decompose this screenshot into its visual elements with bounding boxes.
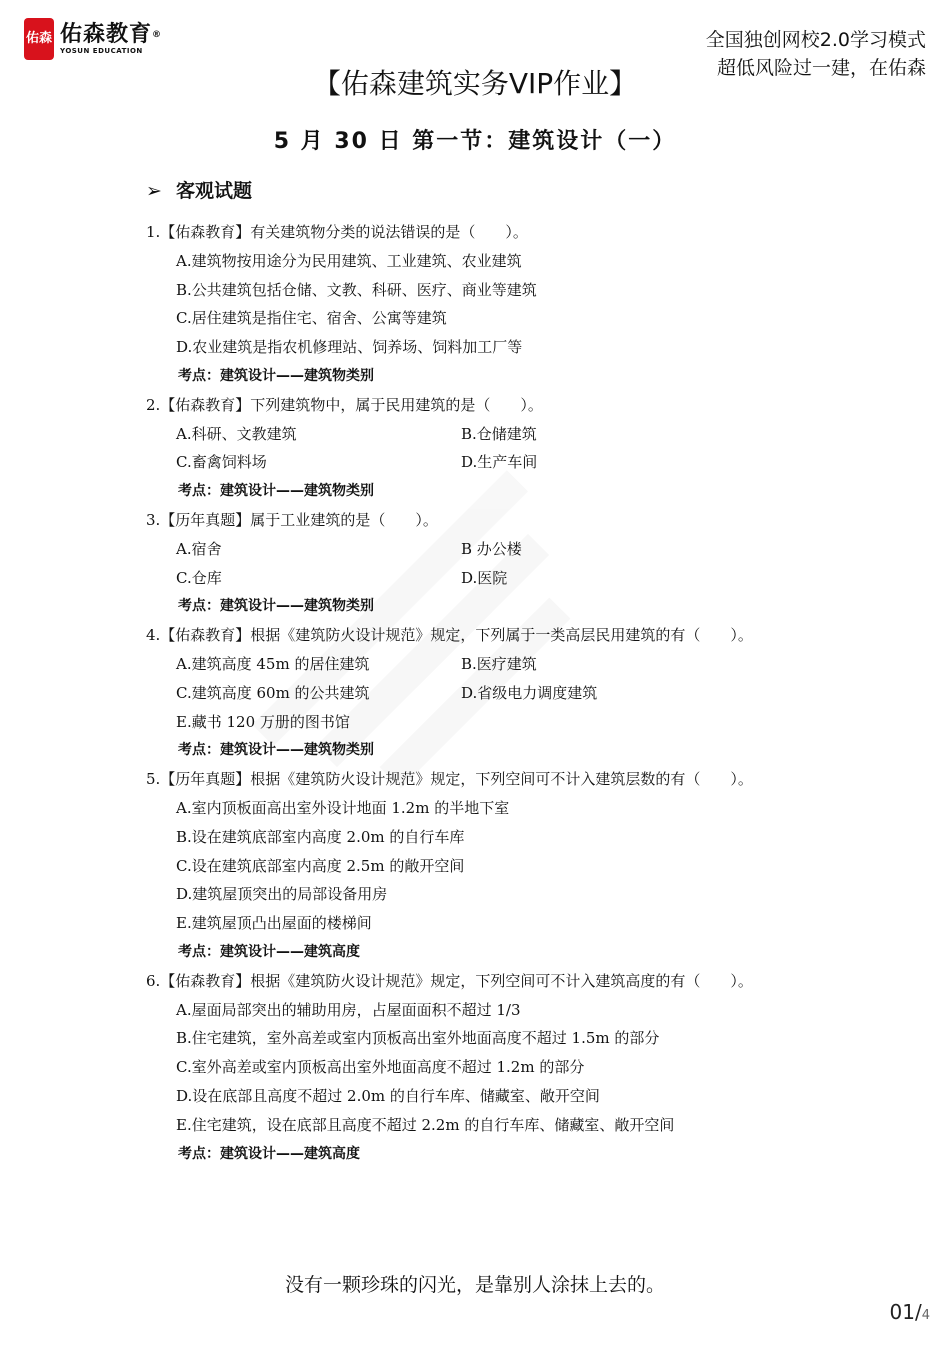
question-stem: 1.【佑森教育】有关建筑物分类的说法错误的是（ ）。	[146, 223, 528, 241]
key-point-note: 考点：建筑设计——建筑物类别	[178, 367, 374, 384]
brand-name: 佑森教育	[60, 22, 153, 47]
answer-option: D.设在底部且高度不超过 2.0m 的自行车库、储藏室、敞开空间	[176, 1086, 600, 1105]
answer-option: E.建筑屋顶凸出屋面的楼梯间	[176, 914, 372, 933]
logo-mark	[24, 18, 54, 60]
answer-option: C.居住建筑是指住宅、宿舍、公寓等建筑	[176, 309, 447, 328]
answer-option: D.医院	[461, 568, 508, 587]
page-number	[890, 1300, 930, 1324]
section-title: 5 月 30 日 第一节：建筑设计（一）	[273, 129, 677, 154]
answer-option: D.省级电力调度建筑	[461, 683, 598, 702]
question-list	[146, 218, 846, 1168]
key-point-note: 考点：建筑设计——建筑物类别	[178, 483, 374, 500]
option-list	[146, 535, 846, 593]
answer-option: C.畜禽饲料场	[176, 453, 267, 472]
subsection-label: 客观试题	[176, 180, 253, 202]
answer-option: A.建筑高度 45m 的居住建筑	[176, 654, 370, 673]
answer-option: C.室外高差或室内顶板高出室外地面高度不超过 1.2m 的部分	[176, 1058, 585, 1077]
answer-option: B.住宅建筑，室外高差或室内顶板高出室外地面高度不超过 1.5m 的部分	[176, 1029, 660, 1048]
answer-option: C.建筑高度 60m 的公共建筑	[176, 683, 370, 702]
question-stem: 3.【历年真题】属于工业建筑的是（ ）。	[146, 510, 438, 529]
key-point-note: 考点：建筑设计——建筑高度	[178, 943, 360, 960]
answer-option: D.建筑屋顶突出的局部设备用房	[176, 885, 388, 904]
question-stem: 2.【佑森教育】下列建筑物中，属于民用建筑的是（ ）。	[146, 395, 543, 414]
option-list	[146, 996, 846, 1140]
answer-option: C.设在建筑底部室内高度 2.5m 的敞开空间	[176, 856, 465, 875]
answer-option: E.住宅建筑，设在底部且高度不超过 2.2m 的自行车库、储藏室、敞开空间	[176, 1115, 675, 1134]
answer-option: A.科研、文教建筑	[176, 424, 297, 443]
answer-option: A.建筑物按用途分为民用建筑、工业建筑、农业建筑	[176, 251, 522, 270]
answer-option: A.屋面局部突出的辅助用房，占屋面面积不超过 1/3	[176, 1000, 521, 1019]
answer-option: B.公共建筑包括仓储、文教、科研、医疗、商业等建筑	[176, 280, 537, 299]
logo-mark-text: 佑森	[25, 31, 52, 46]
key-point-note: 考点：建筑设计——建筑物类别	[178, 742, 374, 759]
footer-quote: 没有一颗珍珠的闪光，是靠别人涂抹上去的。	[284, 1274, 665, 1296]
answer-option: B.医疗建筑	[461, 654, 537, 673]
question-2	[146, 391, 846, 506]
option-list	[146, 650, 846, 736]
subsection-heading	[146, 176, 252, 203]
question-3	[146, 506, 846, 621]
answer-option: C.仓库	[176, 568, 222, 587]
brand-logo	[24, 18, 162, 60]
slogan-line-1: 全国独创网校2.0学习模式	[705, 29, 926, 51]
question-4	[146, 621, 846, 765]
answer-option: B 办公楼	[461, 539, 522, 558]
document-title: 【佑森建筑实务VIP作业】	[312, 67, 638, 100]
brand-english: YOSUN EDUCATION	[60, 47, 143, 55]
answer-option: D.生产车间	[461, 453, 538, 472]
option-list	[146, 794, 846, 938]
key-point-note: 考点：建筑设计——建筑高度	[178, 1145, 360, 1162]
option-list	[146, 247, 846, 362]
answer-option: E.藏书 120 万册的图书馆	[176, 712, 350, 731]
registered-mark: ®	[152, 30, 163, 40]
question-5	[146, 765, 846, 967]
answer-option: D.农业建筑是指农机修理站、饲养场、饲料加工厂等	[176, 338, 523, 357]
answer-option: B.设在建筑底部室内高度 2.0m 的自行车库	[176, 827, 465, 846]
page-current: 01/	[889, 1300, 922, 1324]
answer-option: A.宿舍	[176, 539, 222, 558]
question-1	[146, 218, 846, 391]
question-stem: 6.【佑森教育】根据《建筑防火设计规范》规定，下列空间可不计入建筑高度的有（ ）。	[146, 971, 753, 990]
question-stem: 4.【佑森教育】根据《建筑防火设计规范》规定，下列属于一类高层民用建筑的有（ ）。	[146, 626, 753, 645]
page-total: 4	[921, 1308, 930, 1323]
arrow-bullet-icon: ➢	[146, 180, 162, 202]
question-stem: 5.【历年真题】根据《建筑防火设计规范》规定，下列空间可不计入建筑层数的有（ ）。	[146, 770, 753, 789]
question-6	[146, 967, 846, 1169]
answer-option: A.室内顶板面高出室外设计地面 1.2m 的半地下室	[176, 798, 510, 817]
slogan-line-2: 超低风险过一建，在佑森	[716, 57, 926, 79]
answer-option: B.仓储建筑	[461, 424, 537, 443]
option-list	[146, 420, 846, 478]
key-point-note: 考点：建筑设计——建筑物类别	[178, 598, 374, 615]
